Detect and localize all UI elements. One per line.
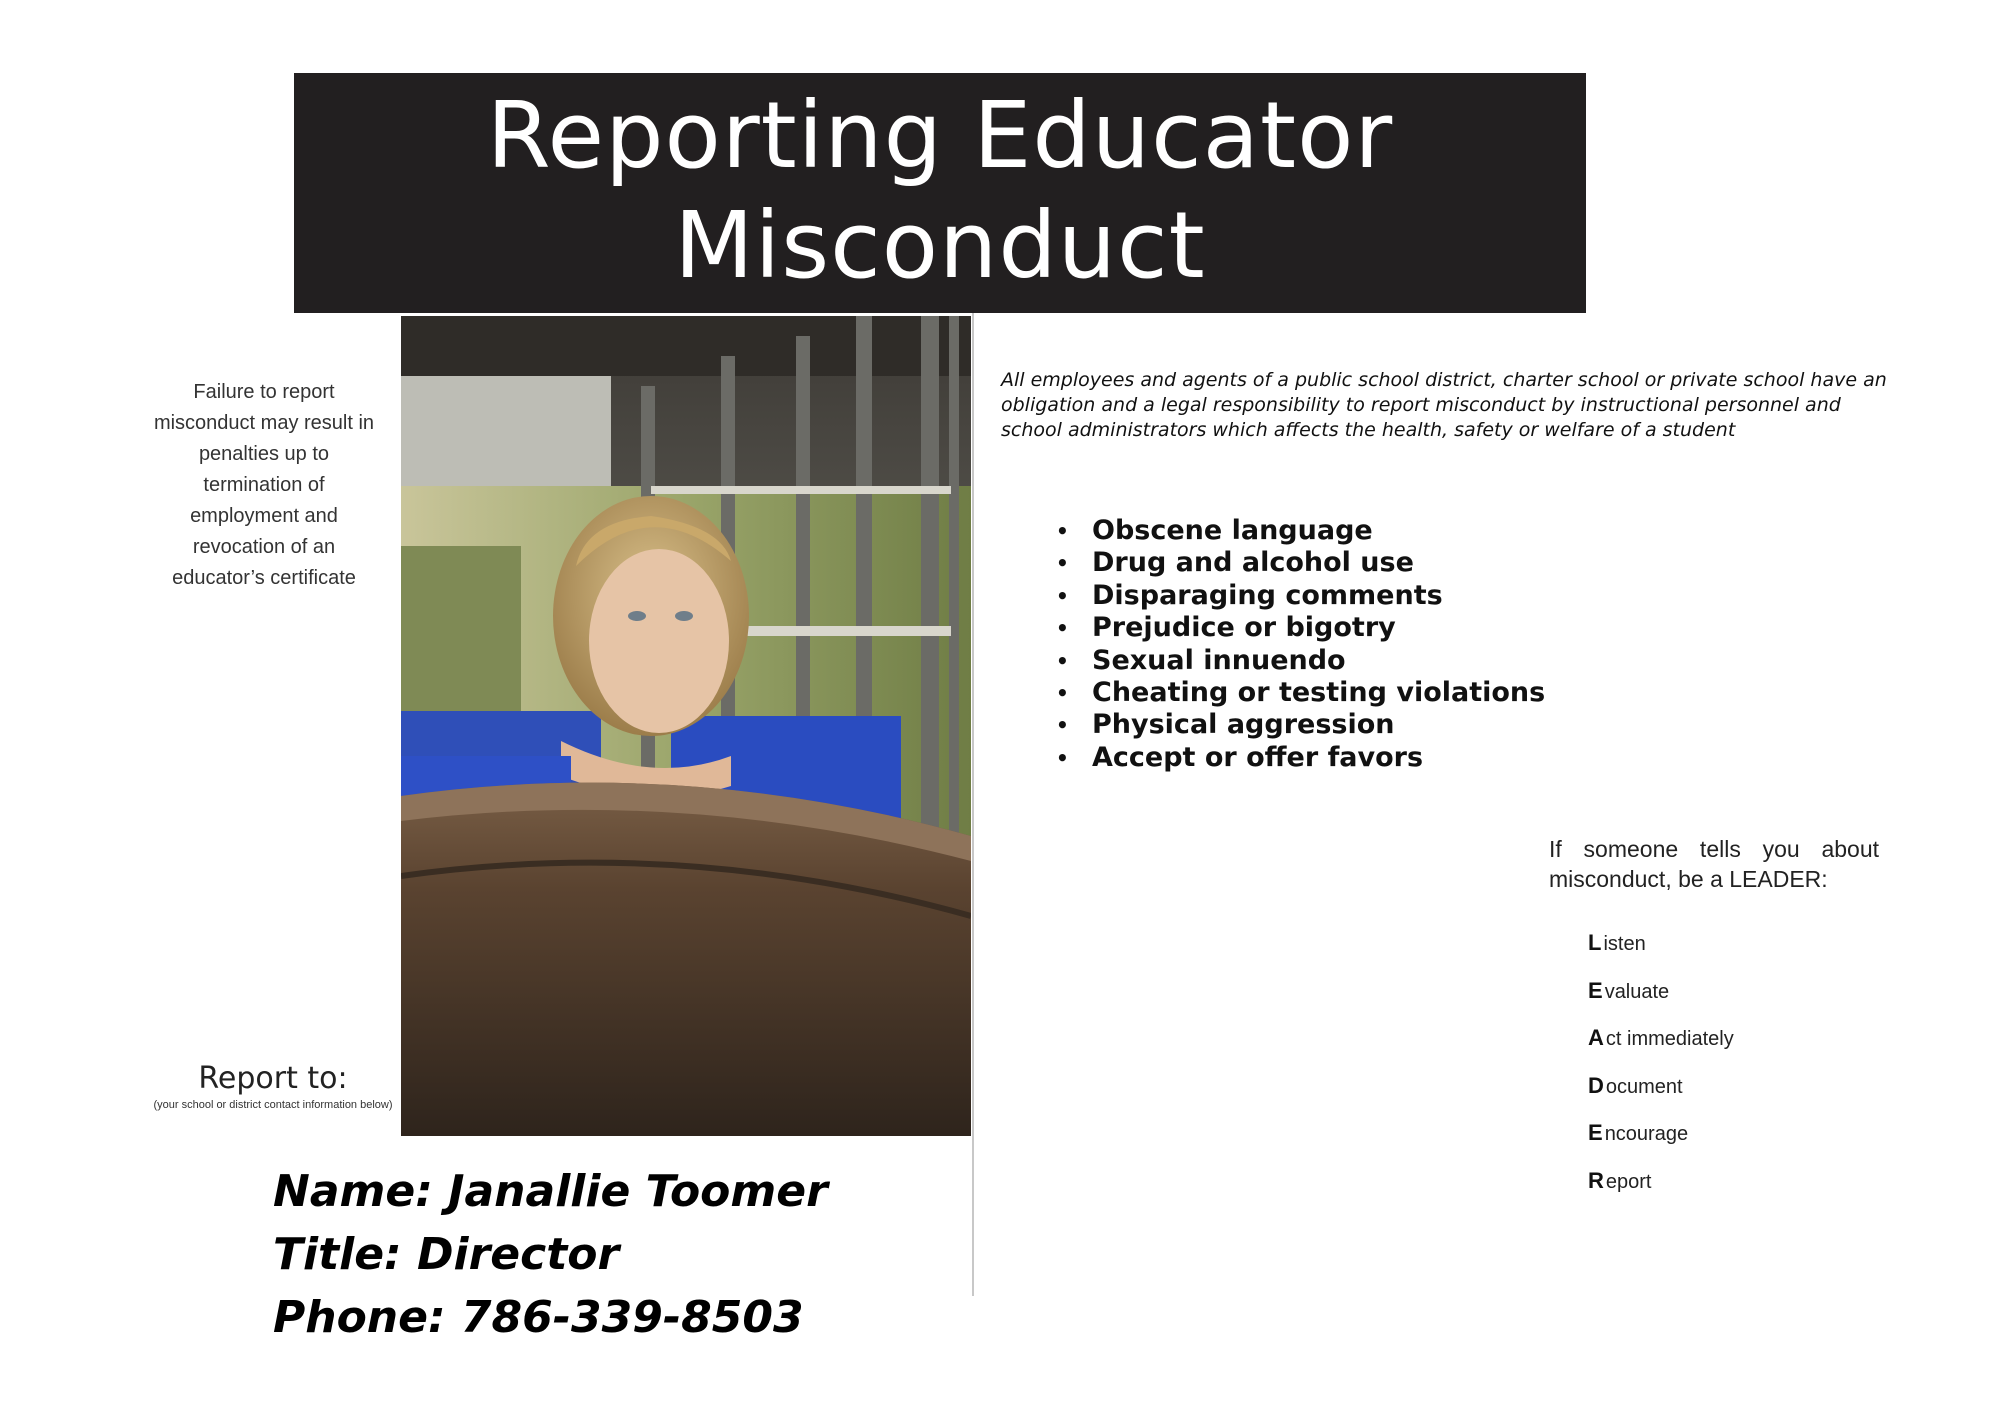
list-item: • Prejudice or bigotry bbox=[1056, 612, 1396, 644]
contact-info bbox=[273, 1160, 828, 1349]
vertical-divider bbox=[972, 313, 974, 1296]
title-banner bbox=[294, 73, 1586, 313]
leader-item: E ncourage bbox=[1588, 1120, 1689, 1145]
leader-list bbox=[1588, 928, 1734, 1213]
leader-intro: If someone tells you about misconduct, be a LEADER: bbox=[1549, 836, 1879, 892]
list-item: • Accept or offer favors bbox=[1056, 741, 1424, 773]
list-item: • Cheating or testing violations bbox=[1056, 677, 1546, 709]
girl-on-school-bus-photo bbox=[401, 316, 971, 1136]
leader-item: E valuate bbox=[1588, 977, 1670, 1003]
bullet-icon: • bbox=[1056, 551, 1069, 576]
list-item: • Sexual innuendo bbox=[1056, 644, 1346, 676]
leader-item: D ocument bbox=[1588, 1072, 1683, 1098]
list-item: • Physical aggression bbox=[1056, 709, 1395, 741]
bullet-icon: • bbox=[1056, 745, 1069, 770]
report-to-sub: (your school or district contact information below) bbox=[153, 1099, 393, 1111]
leader-item: R eport bbox=[1588, 1167, 1652, 1193]
misconduct-list bbox=[1056, 515, 1545, 774]
list-item: • Drug and alcohol use bbox=[1056, 547, 1414, 579]
title-line-1: Reporting Educator bbox=[486, 82, 1394, 189]
bullet-icon: • bbox=[1056, 616, 1069, 641]
failure-note: Failure to report misconduct may result in penalties up to termination of employment and revocation of an educator’s certificate bbox=[153, 381, 375, 589]
list-item: • Obscene language bbox=[1056, 515, 1373, 546]
bullet-icon: • bbox=[1056, 681, 1069, 706]
contact-title: Title: Director bbox=[273, 1229, 620, 1280]
bullet-icon: • bbox=[1056, 583, 1069, 608]
contact-name: Name: Janallie Toomer bbox=[273, 1166, 828, 1217]
bullet-icon: • bbox=[1056, 648, 1069, 673]
leader-item: A ct immediately bbox=[1588, 1025, 1734, 1050]
report-to-label: Report to: bbox=[198, 1061, 348, 1096]
obligation-text: All employees and agents of a public school district, charter school or private school have an obligation and a legal responsibility to report misconduct by instructional personnel and school administrators which affects the health, safety or welfare of a student bbox=[1001, 369, 1887, 441]
title-line-2: Misconduct bbox=[674, 192, 1206, 299]
contact-phone: Phone: 786-339-8503 bbox=[273, 1292, 804, 1343]
bullet-icon: • bbox=[1056, 713, 1069, 738]
list-item: • Disparaging comments bbox=[1056, 579, 1443, 611]
leader-item: L isten bbox=[1588, 930, 1646, 955]
bullet-icon: • bbox=[1056, 519, 1069, 543]
report-to bbox=[118, 1060, 428, 1112]
